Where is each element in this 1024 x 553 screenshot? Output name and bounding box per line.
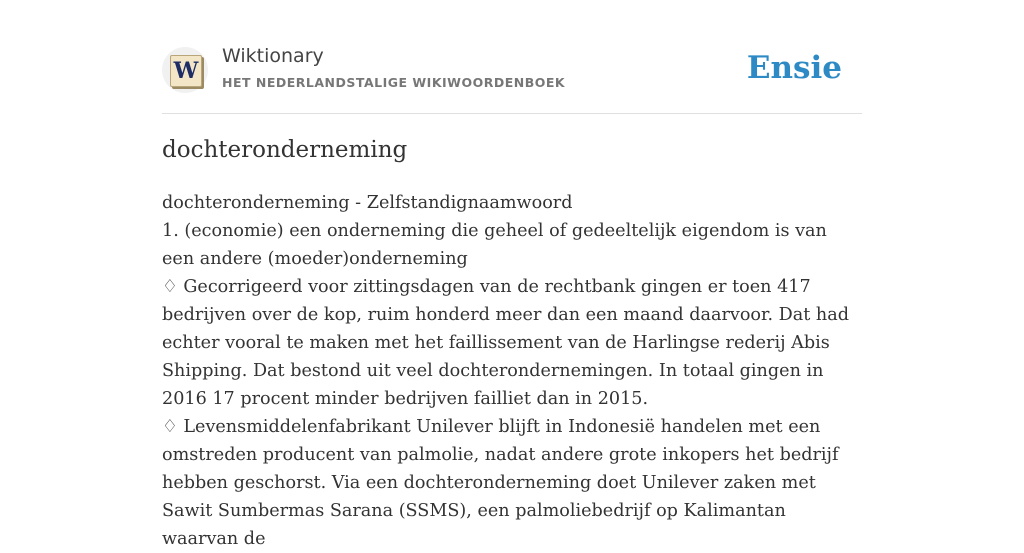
ensie-brand-logo[interactable]: Ensie	[746, 50, 842, 86]
entry-body	[162, 189, 862, 553]
logo-tile: W	[170, 55, 202, 87]
page	[162, 0, 862, 549]
example-sentence: ♢ Levensmiddelenfabrikant Unilever blijft in Indonesië handelen met een omstreden producent van palmolie, nadat andere grote inkopers het bedrijf hebben geschorst. Via een dochteronderneming doet Unilever zaken met Sawit Sumbermas Sarana (SSMS), een palmoliebedrijf op Kalimantan waarvan de	[162, 417, 839, 549]
definition: 1. (economie) een onderneming die geheel of gedeeltelijk eigendom is van een andere (moeder)onderneming	[162, 221, 827, 269]
site-tagline: HET NEDERLANDSTALIGE WIKIWOORDENBOEK	[222, 75, 566, 90]
wiktionary-logo-icon[interactable]	[162, 47, 208, 93]
site-name[interactable]: Wiktionary	[222, 45, 324, 67]
site-header	[162, 0, 862, 114]
headword-line: dochteronderneming - Zelfstandignaamwoord	[162, 193, 573, 213]
example-sentence: ♢ Gecorrigeerd voor zittingsdagen van de rechtbank gingen er toen 417 bedrijven over de kop, ruim honderd meer dan een maand daarvoor. Dat had echter vooral te maken met het faillissement van de Harlingse rederij Abis Shipping. Dat bestond uit veel dochterondernemingen. In totaal gingen in 2016 17 procent minder bedrijven failliet dan in 2015.	[162, 277, 850, 409]
page-title: dochteronderneming	[162, 137, 408, 163]
